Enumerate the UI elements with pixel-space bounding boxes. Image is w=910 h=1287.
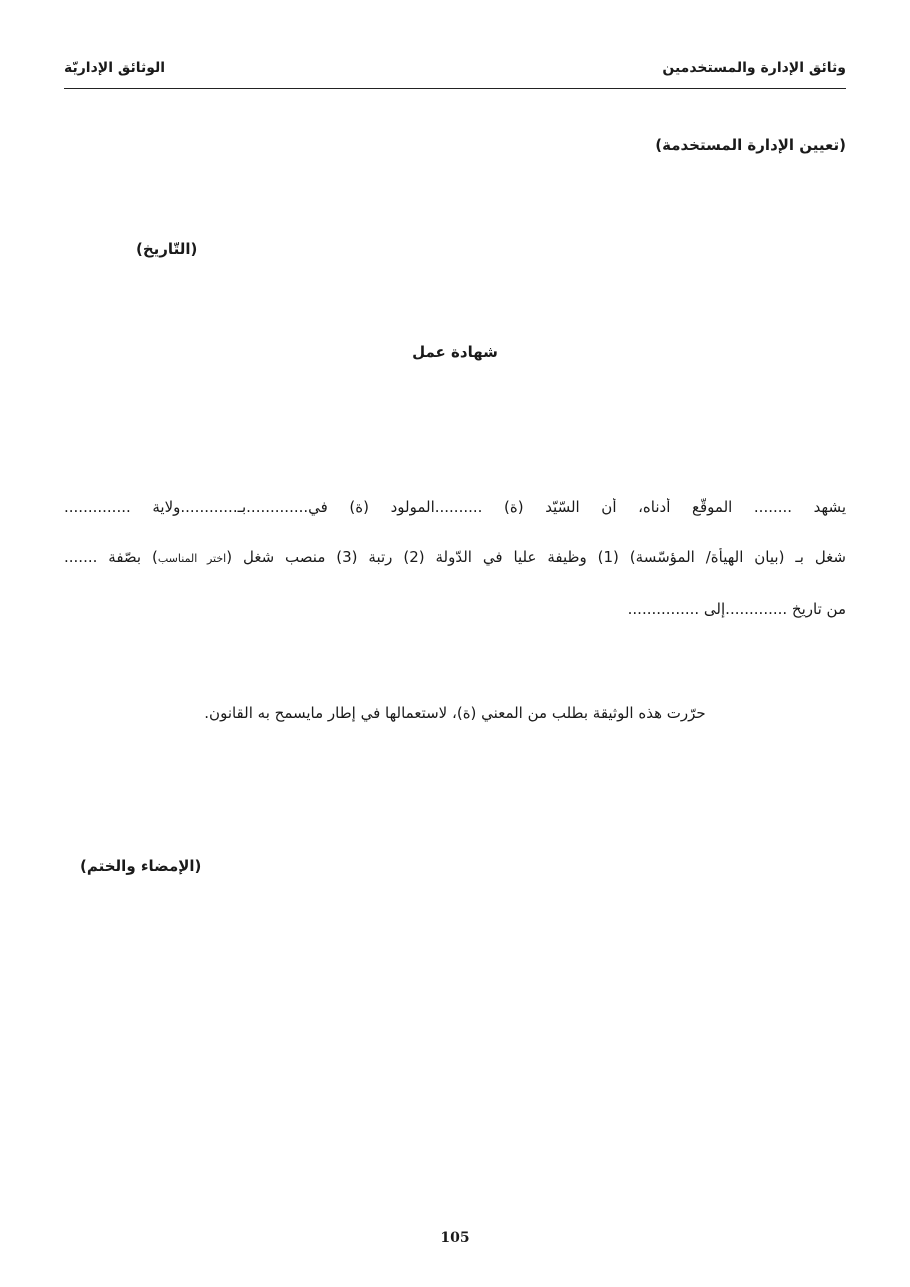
document-title: شهادة عمل bbox=[412, 343, 498, 361]
header-chapter-title: الوثائق الإداريّة bbox=[64, 60, 166, 76]
choose-appropriate-note: اختر المناسب bbox=[157, 552, 227, 565]
certificate-line-2-start: شغل بـ (بيان الهيأة/ المؤسّسة) (1) وظيفة عليا في الدّولة (2) رتبة (3) منصب شغل ( bbox=[226, 548, 846, 566]
signature-placeholder: (الإمضاء والختم) bbox=[80, 857, 202, 875]
certificate-line-2 bbox=[64, 548, 846, 566]
header-section-title: وثائق الإدارة والمستخدمين bbox=[662, 60, 846, 76]
certificate-line-2-end: ) بصّفة ....... bbox=[64, 548, 158, 566]
page-number: 105 bbox=[440, 1230, 470, 1246]
date-placeholder: (التّاريخ) bbox=[136, 240, 198, 258]
employer-placeholder: (تعيين الإدارة المستخدمة) bbox=[655, 136, 846, 154]
page-header bbox=[64, 58, 846, 89]
certificate-line-1: يشهد ........ الموقّع أدناه، أن السّيّد (ة) ..........المولود (ة) في.............بـ............ولاية .............. bbox=[64, 498, 846, 516]
certificate-line-3: من تاريخ .............إلى ............... bbox=[627, 600, 846, 618]
issued-note: حرّرت هذه الوثيقة بطلب من المعني (ة)، لاستعمالها في إطار مايسمح به القانون. bbox=[204, 704, 706, 722]
